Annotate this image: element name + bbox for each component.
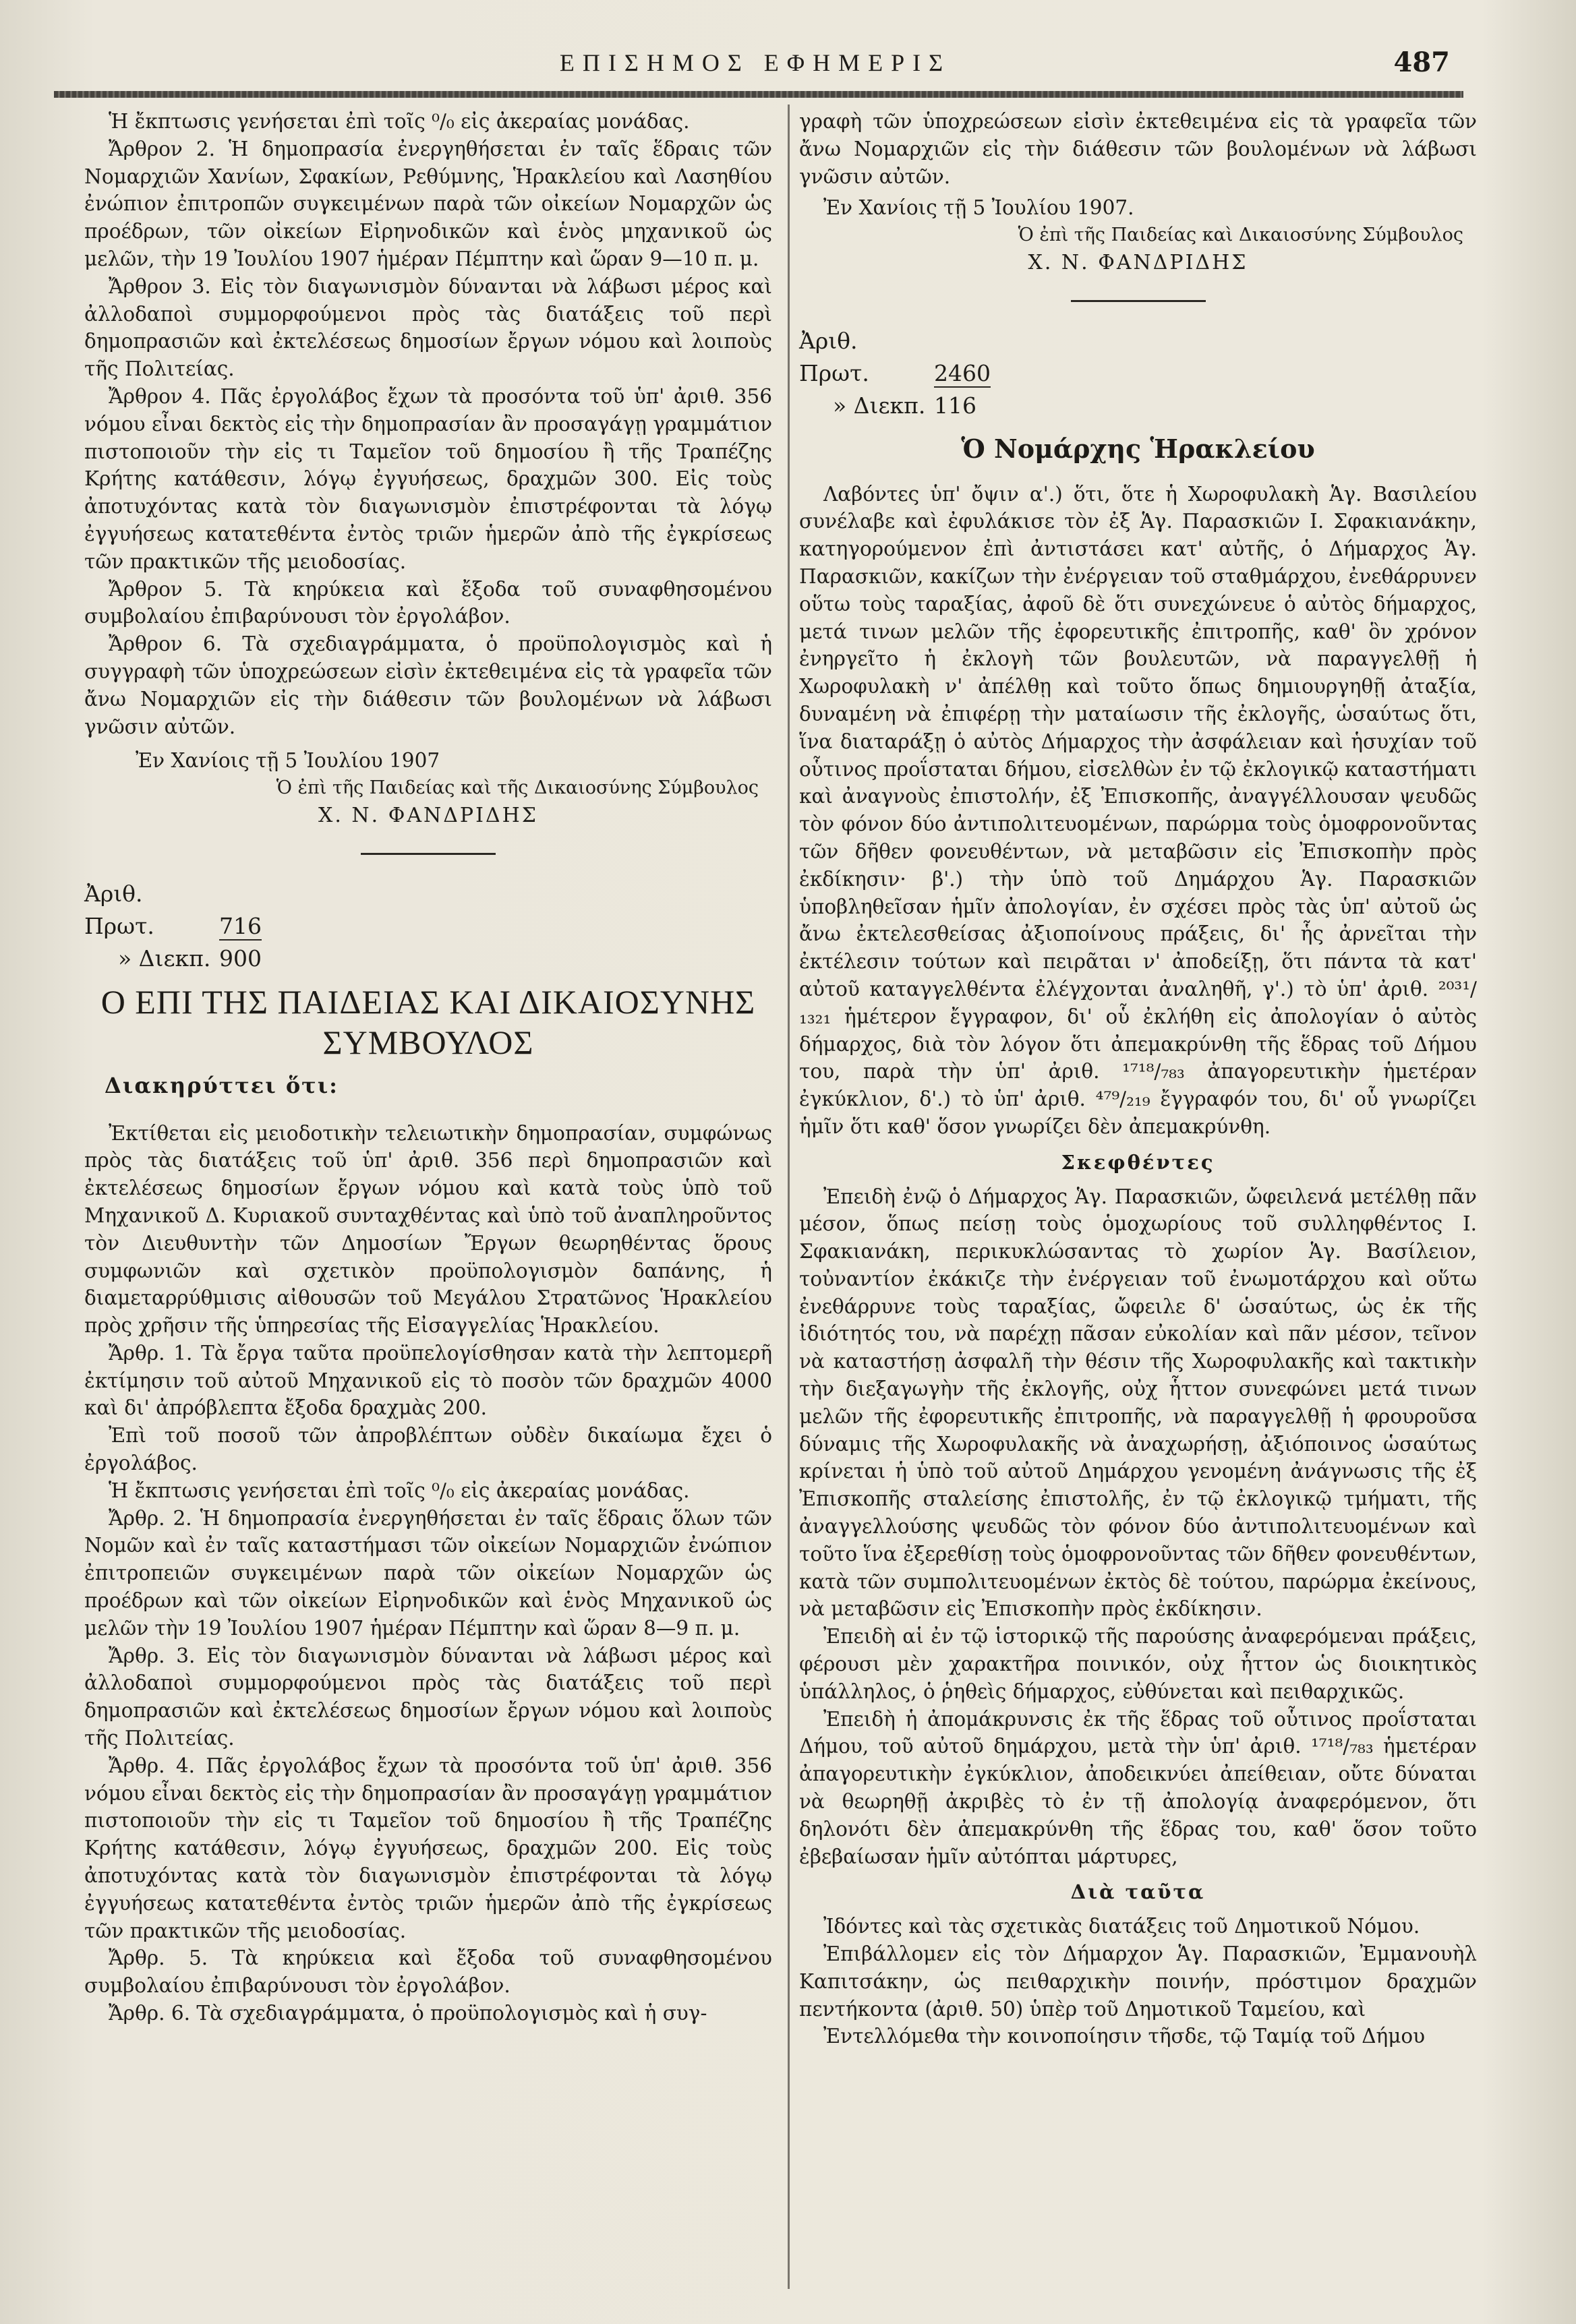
right-consideration-paragraph: Ἐπειδὴ ἡ ἀπομάκρυνσις ἐκ τῆς ἕδρας τοῦ οὗτινος προΐσταται Δήμου, τοῦ αὐτοῦ δημάρχου, μετὰ τὴν ὑπ' ἀριθ. ¹⁷¹⁸/₇₈₃ ἡμετέραν ἀπαγορευτικὴν ἐγκύκλιον, ἀποδεικνύει ἀπείθειαν, οὔτε δύναται νὰ θεωρηθῇ ἀκριβὲς τὸ ἐν τῇ ἀπολογίᾳ ἀναφερόμενον, ὅτι δηλονότι δὲν ἀπεμακρύνθη τῆς ἕδρας του, καθ' ὅσον τοῦτο ἐβεβαίωσαν ἡμῖν αὐτόπται μάρτυρες, — [799, 1707, 1477, 1868]
left-body-paragraph: Ἄρθρ. 5. Τὰ κηρύκεια καὶ ἔξοδα τοῦ συναφθησομένου συμβολαίου ἐπιβαρύνουσι τὸν ἐργολάβον. — [84, 1946, 772, 1998]
right-consideration-paragraph: Ἐπειδὴ ἐνῷ ὁ Δήμαρχος Ἁγ. Παρασκιῶν, ὤφειλενά μετέλθῃ πᾶν μέσον, ὅπως πείσῃ τοὺς ὁμοχωρίους τοῦ συλληφθέντος Ι. Σφακιανάκη, περικυκλώσαντας τὸ χωρίον Ἁγ. Βασίλειον, τοὐναντίον ἐκάκιζε τὴν ἐνέργειαν τοῦ ἐνωμοτάρχου καὶ οὕτω ἐνεθάρρυνε τοὺς ταραξίας, ὤφειλε δ' ὡσαύτως, ὡς ἐκ τῆς ἰδιότητός του, νὰ παρέχῃ πᾶσαν εὐκολίαν καὶ πᾶν μέσον, τεῖνον νὰ καταστήσῃ ἀσφαλῆ τὴν θέσιν τῆς Χωροφυλακῆς καὶ τακτικὴν τὴν διεξαγωγὴν τῆς ἐκλογῆς, οὐχ ἧττον συνεφώνει μετά τινων μελῶν τῆς ἐφορευτικῆς ἐπιτροπῆς, νὰ παραγγελθῇ ἡ φρουροῦσα δύναμις τῆς Χωροφυλακῆς νὰ ἀναχωρήσῃ, ἀξιόποινος ὡσαύτως κρίνεται ἡ ὑπὸ τοῦ αὐτοῦ Δημάρχου γενομένη ἀνάγνωσις τῆς ἐξ Ἐπισκοπῆς σταλείσης ἐπιστολῆς, ἐν τῷ ἐκλογικῷ τμήματι, τῆς ἀναγγελλούσης ψευδῶς τὸν φόνον δύο ἀντιπολιτευομένων καὶ τοῦτο ἵνα ἐξερεθίσῃ τοὺς ὁμοφρονοῦντας τῶν δῆθεν φονευθέντων, κατὰ τῶν συμπολιτευομένων ἐκτὸς δὲ τούτου, παρώρμα ἐκείνους, νὰ μεταβῶσιν εἰς Ἐπισκοπὴν πρὸς ἐκδίκησιν. — [799, 1185, 1477, 1621]
left-intro-paragraph: Ἄρθρον 5. Τὰ κηρύκεια καὶ ἔξοδα τοῦ συναφθησομένου συμβολαίου ἐπιβαρύνουσι τὸν ἐργολάβον. — [84, 577, 772, 628]
left-intro-paragraph: Ἄρθρον 3. Εἰς τὸν διαγωνισμὸν δύνανται νὰ λάβωσι μέρος καὶ ἀλλοδαποὶ συμμορφούμενοι πρὸς τὰς διατάξεις τοῦ περὶ δημοπρασιῶν καὶ ἐκτελέσεως δημοσίων ἔργων νόμου καὶ λοιποὺς τῆς Πολιτείας. — [84, 274, 772, 381]
right-protocol-block — [799, 325, 1477, 422]
left-body-paragraph: Ἄρθρ. 4. Πᾶς ἐργολάβος ἔχων τὰ προσόντα τοῦ ὑπ' ἀριθ. 356 νόμου εἶναι δεκτὸς εἰς τὴν δημοπρασίαν ἂν προσαγάγῃ γραμμάτιον πιστοποιοῦν τὴν εἰς τι Ταμεῖον τοῦ δημοσίου ἢ τῆς Τραπέζης Κρήτης κατάθεσιν, λόγῳ ἐγγυήσεως, δραχμῶν 200. Εἰς τοὺς ἀποτυχόντας κατὰ τὸν διαγωνισμὸν ἐπιστρέφονται τὰ λόγῳ ἐγγυήσεως κατατεθέντα ἐντὸς τριῶν ἡμερῶν ἀπὸ τῆς ἐγκρίσεως τῶν πρακτικῶν τῆς μειοδοσίας. — [84, 1754, 772, 1942]
left-protocol-label: Ἀριθ. Πρωτ. — [84, 880, 154, 939]
left-protocol-number: 716 — [219, 912, 262, 939]
right-protocol-label: Ἀριθ. Πρωτ. — [799, 327, 869, 386]
right-signature-role: Ὁ ἐπὶ τῆς Παιδείας καὶ Δικαιοσύνης Σύμβουλος — [1018, 225, 1463, 246]
left-body-paragraph: Ἡ ἔκπτωσις γενήσεται ἐπὶ τοῖς ⁰/₀ εἰς ἀκεραίας μονάδας. — [109, 1479, 690, 1502]
right-heading: Ὁ Νομάρχης Ἡρακλείου — [961, 433, 1315, 464]
right-intro-paragraph: Λαβόντες ὑπ' ὄψιν α'.) ὅτι, ὅτε ἡ Χωροφυλακὴ Ἁγ. Βασιλείου συνέλαβε καὶ ἐφυλάκισε τὸν ἐξ Ἁγ. Παρασκιῶν Ι. Σφακιανάκην, κατηγορούμενον ἐπὶ ἀντιστάσει κατ' αὐτῆς, ὁ Δήμαρχος Ἁγ. Παρασκιῶν, κακίζων τὴν ἐνέργειαν τοῦ σταθμάρχου, ἐνεθάρρυνεν οὕτω τοὺς ταραξίας, ἀφοῦ δὲ ὅτι συνεχώνευε ὁ αὐτὸς δήμαρχος, μετά τινων μελῶν τῆς ἐφορευτικῆς ἐπιτροπῆς, καθ' ὃν χρόνον ἐνηργεῖτο ἡ ἐκλογὴ τῶν βουλευτῶν, νὰ παραγγελθῇ ἡ Χωροφυλακὴ ν' ἀπέλθῃ καὶ τοῦτο ὅπως δημιουργηθῇ ἀταξία, δυναμένη νὰ ἐπιφέρῃ τὴν ματαίωσιν τῆς ἐκλογῆς, ὡσαύτως ὅτι, ἵνα διαταράξῃ ὁ αὐτὸς Δήμαρχος τὴν ἀσφάλειαν καὶ ἡσυχίαν τοῦ οὗτινος προΐσταται δήμου, εἰσελθὼν ἐν τῷ ἐκλογικῷ καταστήματι καὶ ἀναγνοὺς ἐπιστολήν, ἐξ Ἐπισκοπῆς, ἀναγγέλλουσαν ψευδῶς τὸν φόνον δύο ἀντιπολιτευομένων, παρώρμα τοὺς ὁμοφρονοῦντας τῶν δῆθεν φονευθέντων, νὰ μεταβῶσιν εἰς Ἐπισκοπὴν πρὸς ἐκδίκησιν· β'.) τὴν ὑπὸ τοῦ Δημάρχου Ἁγ. Παρασκιῶν ὑποβληθεῖσαν ἡμῖν ἀπολογίαν, ἐν σχέσει πρὸς τὰς ὑπ' αὐτοῦ ὡς ἄνω ἐκτελεσθείσας ἀξιοποίνους πράξεις, δι' ἧς ἀρνεῖται τὴν ἐκτέλεσιν τούτων καὶ πειρᾶται ν' ἀποδείξῃ, ὅτι πάντα τὰ κατ' αὐτοῦ καταγγελθέντα ἐλέγχονται ἀναληθῆ, γ'.) τὸ ὑπ' ἀριθ. ²⁰³¹/₁₃₂₁ ἡμέτερον ἔγγραφον, δι' οὗ ἐκλήθη εἰς ἀπολογίαν ὁ αὐτὸς δήμαρχος, διὰ τὸν λόγον ὅτι ἀπεμακρύνθη τῆς ἕδρας τοῦ Δήμου του, παρὰ τὴν ὑπ' ἀριθ. ¹⁷¹⁸/₇₈₃ ἀπαγορευτικὴν ἡμετέραν ἐγκύκλιον, δ'.) τὸ ὑπ' ἀριθ. ⁴⁷⁹/₂₁₉ ἔγγραφόν του, δι' οὗ γνωρίζει ἡμῖν ὅτι καθ' ὅσον γνωρίζει δὲν ἀπεμακρύνθη. — [799, 482, 1477, 1138]
right-date-line: Ἐν Χανίοις τῇ 5 Ἰουλίου 1907. — [823, 196, 1134, 220]
left-intro-paragraph: Ἄρθρον 4. Πᾶς ἐργολάβος ἔχων τὰ προσόντα τοῦ ὑπ' ἀριθ. 356 νόμου εἶναι δεκτὸς εἰς τὴν δημοπρασίαν ἂν προσαγάγῃ γραμμάτιον πιστοποιοῦν τὴν εἰς τι Ταμεῖον τοῦ δημοσίου ἢ τῆς Τραπέζης Κρήτης κατάθεσιν, λόγῳ ἐγγυήσεως, δραχμῶν 300. Εἰς τοὺς ἀποτυχόντας κατὰ τὸν διαγωνισμὸν ἐπιστρέφονται τὰ λόγῳ ἐγγυήσεως κατατεθέντα ἐντὸς τριῶν ἡμερῶν ἀπὸ τῆς ἐγκρίσεως τῶν πρακτικῶν τῆς μειοδοσίας. — [84, 384, 772, 573]
left-diekp-label: » Διεκπ. — [118, 945, 211, 972]
left-intro-paragraph: Ἄρθρον 6. Τὰ σχεδιαγράμματα, ὁ προϋπολογισμὸς καὶ ἡ συγγραφὴ τῶν ὑποχρεώσεων εἰσὶν ἐκτεθειμένα εἰς τὰ γραφεῖα τῶν ἄνω Νομαρχιῶν εἰς τὴν διάθεσιν τῶν βουλομένων νὰ λάβωσι γνῶσιν αὐτῶν. — [84, 632, 772, 738]
right-protocol-number: 2460 — [934, 359, 991, 386]
right-diekp-label: » Διεκπ. — [833, 392, 926, 419]
right-continuation-paragraph: γραφὴ τῶν ὑποχρεώσεων εἰσὶν ἐκτεθειμένα εἰς τὰ γραφεῖα τῶν ἄνω Νομαρχιῶν εἰς τὴν διάθεσιν τῶν βουλομένων νὰ λάβωσι γνῶσιν αὐτῶν. — [799, 110, 1477, 188]
left-signature-name: Χ. Ν. ΦΑΝΔΡΙΔΗΣ — [318, 803, 538, 827]
page-number: 487 — [1393, 47, 1450, 78]
left-heading-line1: Ο ΕΠΙ ΤΗΣ ΠΑΙΔΕΙΑΣ ΚΑΙ ΔΙΚΑΙΟΣΥΝΗΣ — [100, 982, 756, 1021]
right-signature-name: Χ. Ν. ΦΑΝΔΡΙΔΗΣ — [1028, 250, 1248, 274]
left-protocol-block — [84, 878, 772, 975]
left-body-paragraph: Ἄρθρ. 3. Εἰς τὸν διαγωνισμὸν δύνανται νὰ λάβωσι μέρος καὶ ἀλλοδαποὶ συμμορφούμενοι πρὸς τὰς διατάξεις τοῦ περὶ δημοπρασιῶν καὶ ἐκτελέσεως δημοσίων ἔργων νόμου καὶ λοιποὺς τῆς Πολιτείας. — [84, 1644, 772, 1750]
left-body-paragraph: Ἐπὶ τοῦ ποσοῦ τῶν ἀπροβλέπτων οὐδὲν δικαίωμα ἔχει ὁ ἐργολάβος. — [84, 1424, 772, 1475]
right-subheading-for-these: Διὰ ταῦτα — [1070, 1880, 1206, 1904]
right-subheading-considering: Σκεφθέντες — [1061, 1150, 1215, 1174]
left-body-paragraph: Ἄρθρ. 1. Τὰ ἔργα ταῦτα προϋπελογίσθησαν κατὰ τὴν λεπτομερῆ ἐκτίμησιν τοῦ αὐτοῦ Μηχανικοῦ εἰς τὸ ποσὸν τῶν δραχμῶν 4000 καὶ δι' ἀπρόβλεπτα ἔξοδα δραχμὰς 200. — [84, 1341, 772, 1420]
masthead-rule — [54, 91, 1463, 98]
column-divider — [788, 105, 790, 2289]
left-body-paragraph: Ἄρθρ. 2. Ἡ δημοπρασία ἐνεργηθήσεται ἐν ταῖς ἕδραις ὅλων τῶν Νομῶν καὶ ἐν ταῖς καταστήμασι τῶν οἰκείων Νομαρχιῶν ἐνώπιον ἐπιτροπειῶν συγκειμένων παρὰ τῶν οἰκείων Νομαρχῶν ὡς προέδρων καὶ τῶν οἰκείων Εἰρηνοδικῶν καὶ ἑνὸς Μηχανικοῦ ὡς μελῶν τὴν 19 Ἰουλίου 1907 ἡμέραν Πέμπτην καὶ ὥραν 8—9 π. μ. — [84, 1506, 772, 1640]
left-intro-paragraph: Ἡ ἔκπτωσις γενήσεται ἐπὶ τοῖς ⁰/₀ εἰς ἀκεραίας μονάδας. — [109, 110, 690, 133]
right-consideration-paragraph: Ἐπειδὴ αἱ ἐν τῷ ἱστορικῷ τῆς παρούσης ἀναφερόμεναι πράξεις, φέρουσι μὲν χαρακτῆρα ποινικόν, οὐχ ἧττον ὡς διοικητικὸς ὑπάλληλος, ὁ ῥηθεὶς δήμαρχος, εὐθύνεται καὶ πειθαρχικῶς. — [799, 1625, 1477, 1703]
left-signature-role: Ὁ ἐπὶ τῆς Παιδείας καὶ τῆς Δικαιοσύνης Σύμβουλος — [276, 777, 759, 799]
left-date-line: Ἐν Χανίοις τῇ 5 Ἰουλίου 1907 — [136, 749, 440, 773]
right-diekp-number: 116 — [934, 392, 976, 419]
right-decision-paragraph: Ἐντελλόμεθα τὴν κοινοποίησιν τῆσδε, τῷ Ταμίᾳ τοῦ Δήμου — [823, 2025, 1426, 2048]
left-body-paragraph: Ἄρθρ. 6. Τὰ σχεδιαγράμματα, ὁ προϋπολογισμὸς καὶ ἡ συγ- — [109, 2002, 707, 2025]
right-decision-paragraph: Ἰδόντες καὶ τὰς σχετικὰς διατάξεις τοῦ Δημοτικοῦ Νόμου. — [823, 1915, 1420, 1938]
right-decision-paragraph: Ἐπιβάλλομεν εἰς τὸν Δήμαρχον Ἁγ. Παρασκιῶν, Ἐμμανουὴλ Καπιτσάκην, ὡς πειθαρχικὴν ποινήν, πρόστιμον δραχμῶν πεντήκοντα (ἀριθ. 50) ὑπὲρ τοῦ Δημοτικοῦ Ταμείου, καὶ — [799, 1942, 1477, 2021]
masthead-title: ΕΠΙΣΗΜΟΣ ΕΦΗΜΕΡΙΣ — [559, 49, 952, 76]
left-column — [84, 108, 772, 2027]
left-intro-paragraph: Ἄρθρον 2. Ἡ δημοπρασία ἐνεργηθήσεται ἐν ταῖς ἕδραις τῶν Νομαρχιῶν Χανίων, Σφακίων, Ρεθύμνης, Ἡρακλείου καὶ Λασηθίου ἐνώπιον ἐπιτροπῶν συγκειμένων παρὰ τῶν οἰκείων Νομαρχῶν ὡς προέδρων, τῶν οἰκείων Εἰρηνοδικῶν καὶ ἑνὸς μηχανικοῦ ὡς μελῶν, τὴν 19 Ἰουλίου 1907 ἡμέραν Πέμπτην καὶ ὥραν 9—10 π. μ. — [84, 137, 772, 270]
left-diekp-number: 900 — [219, 945, 262, 972]
left-separator-rule — [361, 853, 496, 855]
left-heading — [84, 982, 772, 1063]
right-separator-rule — [1071, 300, 1206, 302]
left-declaration: Διακηρύττει ὅτι: — [105, 1072, 339, 1098]
left-body-paragraph: Ἐκτίθεται εἰς μειοδοτικὴν τελειωτικὴν δημοπρασίαν, συμφώνως πρὸς τὰς διατάξεις τοῦ ὑπ' ἀριθ. 356 περὶ δημοπρασιῶν καὶ ἐκτελέσεως δημοσίων ἔργων νόμου καὶ κατὰ τοὺς ὑπὸ τοῦ Μηχανικοῦ Δ. Κυριακοῦ συνταχθέντας καὶ ὑπὸ τοῦ ἀναπληροῦντος τὸν Διευθυντὴν τῶν Δημοσίων Ἔργων θεωρηθέντας ὅρους συμφωνιῶν καὶ σχετικὸν προϋπολογισμὸν δαπάνης, ἡ διαμεταρρύθμισις αἰθουσῶν τοῦ Μεγάλου Στρατῶνος Ἡρακλείου πρὸς χρῆσιν τῆς ὑπηρεσίας τῆς Εἰσαγγελίας Ἡρακλείου. — [84, 1121, 772, 1338]
right-column — [799, 108, 1477, 2050]
left-heading-line2: ΣΥΜΒΟΥΛΟΣ — [322, 1023, 534, 1061]
